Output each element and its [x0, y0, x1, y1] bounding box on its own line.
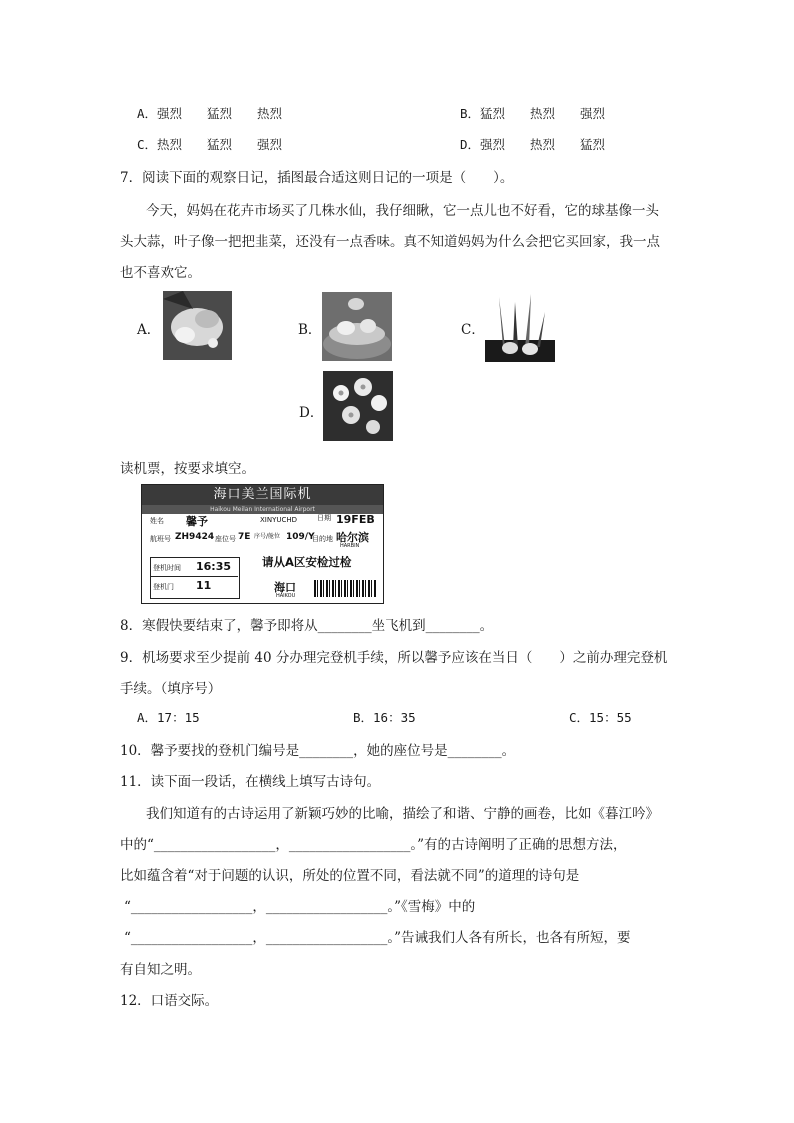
- ticket-dest-label: 目的地: [312, 535, 333, 543]
- q6-option-c: C．热烈 猛烈 强烈: [137, 137, 283, 152]
- q7-image-d: [323, 371, 393, 441]
- q9-option-a: A．17：15: [137, 710, 200, 725]
- q11-stem: 11．读下面一段话，在横线上填写古诗句。: [120, 774, 381, 790]
- boarding-pass: [141, 484, 384, 604]
- q7-image-c: [485, 292, 555, 362]
- ticket-seq-value: 109/Y: [286, 532, 315, 542]
- q7-image-b: [322, 292, 392, 361]
- ticket-dest-value: 哈尔滨: [336, 531, 369, 544]
- ticket-pinyin: XINYUCHD: [260, 516, 298, 524]
- q7-option-c-label: C．: [461, 322, 485, 338]
- ticket-gate-value: 11: [196, 579, 212, 592]
- ticket-box-divider: [150, 576, 238, 577]
- ticket-flight-label: 航班号: [150, 535, 171, 543]
- ticket-security-text: 请从A区安检过检: [262, 555, 352, 569]
- ticket-subheader: Haikou Meilan International Airport: [142, 505, 383, 514]
- q9-option-c: C．15：55: [569, 710, 632, 725]
- ticket-date-value: 19FEB: [336, 513, 375, 526]
- q11-line3: 比如蕴含着“对于问题的认识，所处的位置不同，看法就不同”的道理的诗句是: [120, 868, 580, 884]
- q9-line1: 9．机场要求至少提前 40 分办理完登机手续，所以馨予应该在当日（ ）之前办理完登机: [120, 650, 668, 666]
- q9-line2: 手续。（填序号）: [120, 681, 222, 697]
- ticket-date-label: 日期: [317, 514, 331, 522]
- ticket-gate-label: 登机门: [153, 583, 174, 591]
- q11-line2: 中的“__________________，__________________。”有的古诗阐明了正确的思想方法，: [120, 837, 627, 853]
- ticket-flight-value: ZH9424: [175, 532, 215, 542]
- ticket-intro: 读机票，按要求填空。: [120, 461, 255, 477]
- q7-option-b-label: B．: [298, 322, 322, 338]
- q6-option-a: A．强烈 猛烈 热烈: [137, 106, 283, 121]
- q7-option-d-label: D．: [299, 405, 324, 421]
- q10-text: 10．馨予要找的登机门编号是________，她的座位号是________。: [120, 743, 516, 759]
- q7-option-a-label: A．: [137, 322, 161, 338]
- barcode-icon: [314, 580, 376, 597]
- q11-line5: “__________________，__________________。”告诫我们人各有所长，也各有所短，要: [124, 930, 631, 946]
- q8-text: 8．寒假快要结束了，馨予即将从________坐飞机到________。: [120, 618, 494, 634]
- ticket-origin-value: 海口: [274, 581, 296, 594]
- q6-option-d: D．强烈 热烈 猛烈: [460, 137, 606, 152]
- ticket-name-label: 姓名: [150, 517, 164, 525]
- ticket-board-time-value: 16:35: [196, 560, 232, 573]
- q12-text: 12．口语交际。: [120, 993, 219, 1009]
- ticket-dest-en: HARBIN: [340, 543, 360, 549]
- q11-line6: 有自知之明。: [120, 962, 201, 978]
- ticket-header: 海口美兰国际机: [142, 485, 383, 505]
- ticket-board-time-label: 登机时间: [153, 564, 181, 572]
- ticket-name-value: 馨予: [186, 515, 208, 528]
- q11-line1: 我们知道有的古诗运用了新颖巧妙的比喻，描绘了和谐、宁静的画卷，比如《暮江吟》: [146, 806, 659, 822]
- q6-option-b: B．猛烈 热烈 强烈: [460, 106, 606, 121]
- ticket-seat-label: 座位号: [215, 535, 236, 543]
- ticket-seat-value: 7E: [238, 532, 251, 542]
- ticket-seq-label: 序号/舱位: [254, 533, 281, 540]
- ticket-origin-en: HAIKOU: [276, 593, 296, 599]
- q11-line4: “__________________，__________________。”《雪梅》中的: [124, 899, 476, 915]
- q7-passage-line2: 头大蒜，叶子像一把把韭菜，还没有一点香味。真不知道妈妈为什么会把它买回家，我一点: [120, 234, 660, 250]
- q9-option-b: B．16：35: [353, 710, 416, 725]
- q7-image-a: [163, 291, 232, 360]
- q7-passage-line1: 今天，妈妈在花卉市场买了几株水仙，我仔细瞅，它一点儿也不好看，它的球基像一头: [146, 203, 659, 219]
- q7-stem: 7．阅读下面的观察日记，插图最合适这则日记的一项是（ ）。: [120, 170, 514, 186]
- q7-passage-line3: 也不喜欢它。: [120, 265, 201, 281]
